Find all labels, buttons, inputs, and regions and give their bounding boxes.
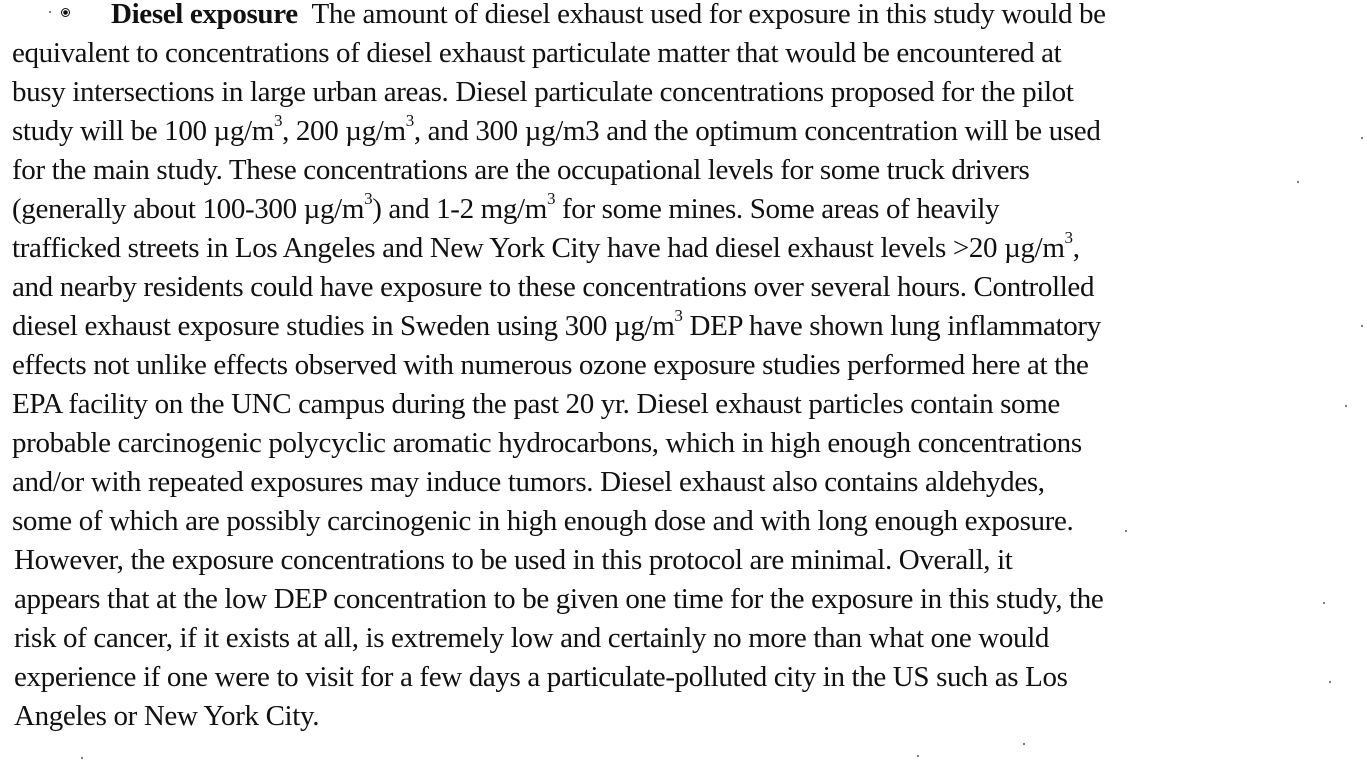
- scan-speck: [1345, 405, 1347, 407]
- paragraph-line-4: [12, 111, 1101, 148]
- paragraph-line-10: [12, 348, 1089, 382]
- paragraph-line-15: [14, 543, 1013, 577]
- scan-speck: [917, 755, 919, 757]
- line-text: busy intersections in large urban areas. Diesel particulate concentrations proposed for the pilot: [12, 76, 1074, 108]
- line-text: study will be 100 µg/m: [12, 115, 274, 147]
- section-heading: Diesel exposure: [111, 0, 298, 30]
- paragraph-line-3: [12, 75, 1074, 109]
- line-text: and nearby residents could have exposure to these concentrations over several hours. Controlled: [12, 271, 1095, 303]
- line-text: EPA facility on the UNC campus during the past 20 yr. Diesel exhaust particles contain some: [12, 388, 1060, 420]
- line-text: for some mines. Some areas of heavily: [555, 193, 1000, 225]
- scan-speck: [1125, 530, 1127, 532]
- line-text: probable carcinogenic polycyclic aromatic hydrocarbons, which in high enough concentrations: [12, 427, 1082, 459]
- superscript: 3: [546, 189, 556, 209]
- paragraph-line-8: [12, 270, 1094, 304]
- scan-speck: [1023, 743, 1025, 745]
- line-text: effects not unlike effects observed with numerous ozone exposure studies performed here at the: [12, 349, 1089, 381]
- line-text: trafficked streets in Los Angeles and New York City have had diesel exhaust levels >20 µg/m: [12, 232, 1065, 264]
- paragraph-line-2: [12, 36, 1061, 70]
- line-text: The amount of diesel exhaust used for exposure in this study would be: [311, 0, 1106, 30]
- line-text: ) and 1-2 mg/m: [372, 193, 547, 225]
- paragraph-line-17: [14, 621, 1049, 655]
- line-text: risk of cancer, if it exists at all, is extremely low and certainly no more than what one would: [14, 622, 1050, 654]
- paragraph-line-7: [12, 228, 1080, 265]
- line-text: equivalent to concentrations of diesel exhaust particulate matter that would be encountered at: [12, 37, 1062, 69]
- paragraph-line-16: [14, 582, 1103, 616]
- paragraph-line-9: [12, 306, 1101, 343]
- scan-speck: [1323, 602, 1325, 604]
- superscript: 3: [1064, 228, 1073, 248]
- scan-speck: [49, 11, 51, 13]
- line-text: , and 300 µg/m3 and the optimum concentration will be used: [413, 115, 1101, 147]
- scan-speck: [1297, 181, 1299, 183]
- superscript: 3: [273, 111, 283, 131]
- paragraph-line-13: [12, 465, 1045, 499]
- line-text: and/or with repeated exposures may induce tumors. Diesel exhaust also contains aldehydes,: [12, 466, 1045, 498]
- scan-speck: [1361, 137, 1363, 139]
- superscript: 3: [405, 111, 414, 131]
- paragraph-line-6: [12, 189, 1000, 226]
- circled-bullet-icon: [61, 8, 70, 17]
- line-text: diesel exhaust exposure studies in Sweden using 300 µg/m: [12, 310, 675, 342]
- line-text: , 200 µg/m: [282, 115, 406, 147]
- paragraph-line-5: [12, 153, 1029, 187]
- paragraph-line-1: [0, 0, 1106, 31]
- paragraph-line-12: [12, 426, 1082, 460]
- line-text: However, the exposure concentrations to be used in this protocol are minimal. Overall, it: [14, 544, 1013, 576]
- line-text: appears that at the low DEP concentration to be given one time for the exposure in this study, the: [14, 583, 1104, 615]
- superscript: 3: [674, 306, 683, 326]
- scan-speck: [1361, 325, 1363, 327]
- scan-speck: [1329, 681, 1331, 683]
- paragraph-line-19: [14, 699, 319, 733]
- paragraph-line-14: [12, 504, 1073, 538]
- paragraph-line-18: [14, 660, 1068, 694]
- line-text: some of which are possibly carcinogenic in high enough dose and with long enough exposure.: [12, 505, 1074, 537]
- line-text: for the main study. These concentrations are the occupational levels for some truck drivers: [12, 154, 1030, 186]
- line-text: DEP have shown lung inflammatory: [682, 310, 1101, 342]
- line-text: (generally about 100-300 µg/m: [12, 193, 365, 225]
- paragraph-line-11: [12, 387, 1060, 421]
- line-text: Angeles or New York City.: [14, 700, 320, 732]
- line-text: ,: [1072, 232, 1080, 264]
- superscript: 3: [364, 189, 373, 209]
- line-text: experience if one were to visit for a few days a particulate-polluted city in the US such as Los: [14, 661, 1068, 693]
- scan-speck: [81, 757, 83, 759]
